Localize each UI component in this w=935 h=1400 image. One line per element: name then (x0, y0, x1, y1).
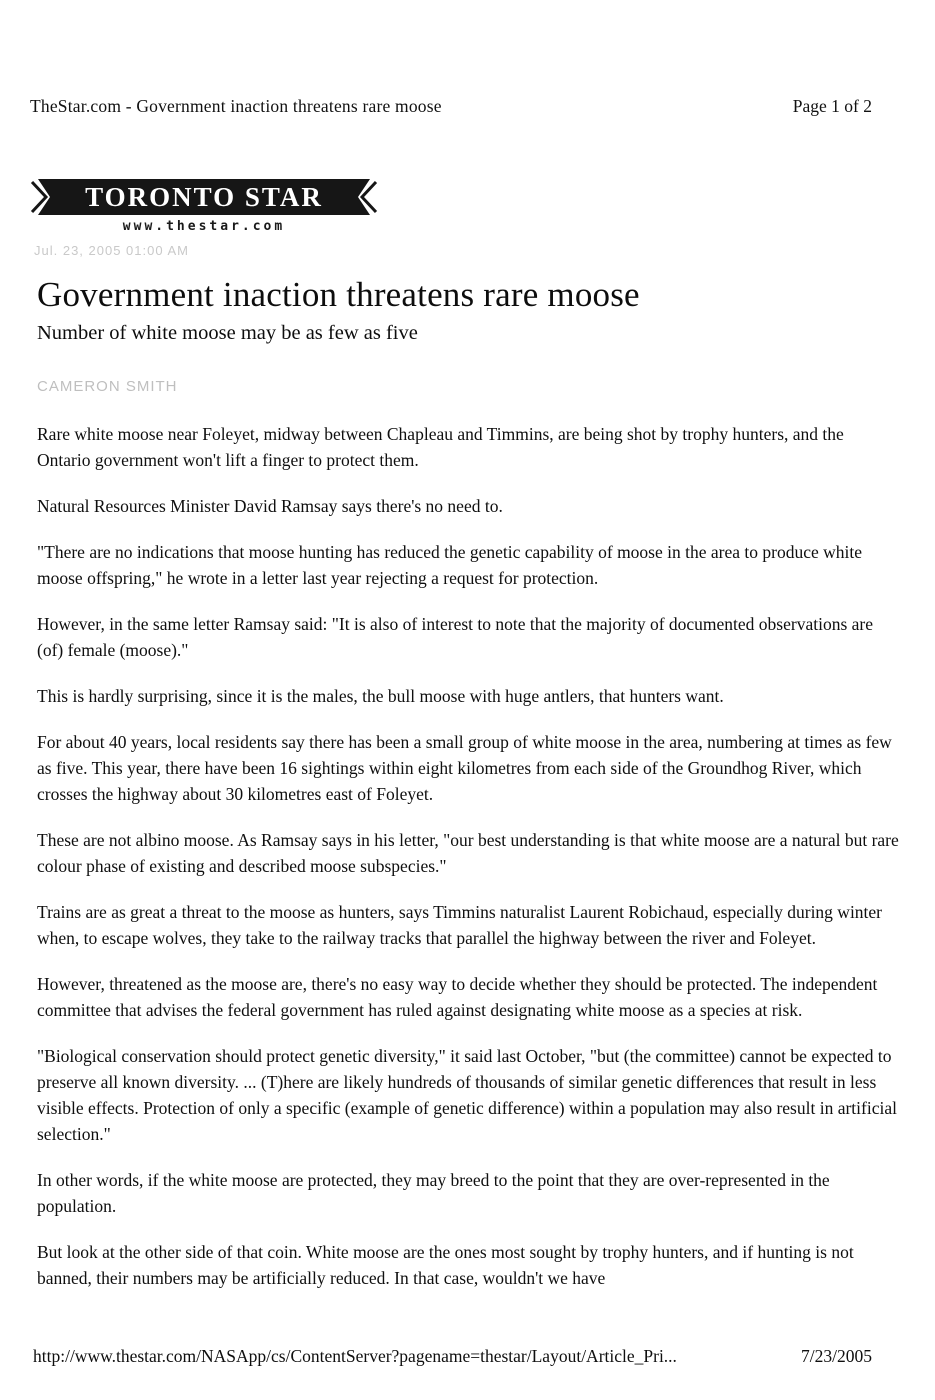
article-byline: CAMERON SMITH (37, 377, 178, 395)
print-header (30, 96, 872, 117)
toronto-star-logo (28, 176, 380, 218)
article-paragraph: This is hardly surprising, since it is the males, the bull moose with huge antlers, that hunters want. (37, 685, 724, 706)
article-subhead: Number of white moose may be as few as five (37, 321, 418, 344)
article-headline: Government inaction threatens rare moose (37, 275, 640, 314)
article-paragraph: Trains are as great a threat to the moose as hunters, says Timmins naturalist Laurent Robichaud, especially during winter when, to escape wolves, they take to the railway tracks that parallel the highway between the river and Foleyet. (37, 901, 883, 948)
article-body (37, 421, 899, 1291)
article-paragraph: Rare white moose near Foleyet, midway between Chapleau and Timmins, are being shot by trophy hunters, and the Ontario government won't lift a finger to protect them. (37, 423, 844, 470)
article-paragraph: Natural Resources Minister David Ramsay says there's no need to. (37, 495, 503, 516)
article-paragraph: "There are no indications that moose hunting has reduced the genetic capability of moose in the area to produce white moose offspring," he wrote in a letter last year rejecting a request for protection. (37, 541, 862, 588)
logo-text: TORONTO STAR (85, 182, 323, 212)
print-date: 7/23/2005 (801, 1346, 872, 1366)
article-paragraph: However, threatened as the moose are, there's no easy way to decide whether they should be protected. The independent committee that advises the federal government has ruled against designating white moose as a species at risk. (37, 973, 878, 1020)
source-url: http://www.thestar.com/NASApp/cs/ContentServer?pagename=thestar/Layout/Article_Pri... (33, 1346, 677, 1366)
logo-site-url: www.thestar.com (122, 219, 286, 234)
article-paragraph: However, in the same letter Ramsay said: "It is also of interest to note that the majority of documented observations are (of) female (moose)." (37, 613, 874, 660)
article-dateline: Jul. 23, 2005 01:00 AM (34, 243, 189, 258)
article-paragraph: For about 40 years, local residents say there has been a small group of white moose in the area, numbering at times as few as five. This year, there have been 16 sightings within eight kilometres from each side of the Groundhog River, which crosses the highway about 30 kilometres east of Foleyet. (37, 731, 892, 804)
print-footer (33, 1346, 872, 1367)
article (37, 276, 899, 1311)
article-paragraph: But look at the other side of that coin. White moose are the ones most sought by trophy hunters, and if hunting is not banned, their numbers may be artificially reduced. In that case, wouldn't we have (37, 1241, 854, 1288)
article-paragraph: "Biological conservation should protect genetic diversity," it said last October, "but (the committee) cannot be expected to preserve all known diversity. ... (T)here are likely hundreds of thousands of similar genetic differences that result in less visible effects. Protection of only a specific (example of genetic difference) within a population may also result in artificial selection." (37, 1045, 897, 1144)
article-paragraph: These are not albino moose. As Ramsay says in his letter, "our best understanding is that white moose are a natural but rare colour phase of existing and described moose subspecies." (37, 829, 899, 876)
article-paragraph: In other words, if the white moose are protected, they may breed to the point that they are over-represented in the population. (37, 1169, 830, 1216)
browser-doc-title: TheStar.com - Government inaction threatens rare moose (30, 96, 442, 116)
masthead (28, 176, 380, 234)
page-indicator: Page 1 of 2 (792, 96, 872, 116)
